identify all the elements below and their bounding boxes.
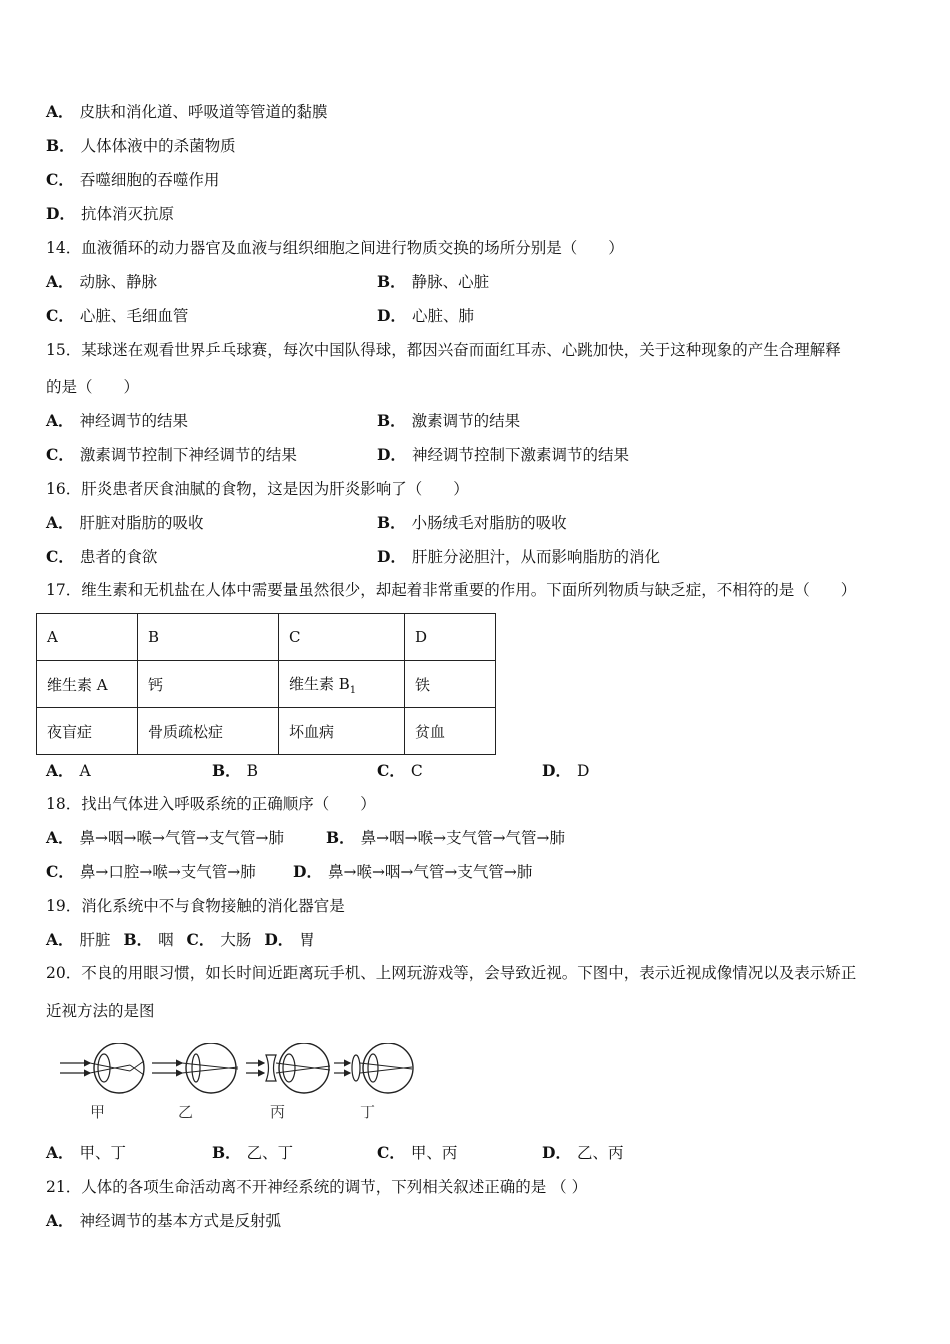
q15-stem-line1: 15．某球迷在观看世界乒乓球赛，每次中国队得球，都因兴奋而面红耳赤、心跳加快，关于这种现象的产生合理解释: [46, 341, 841, 359]
table-cell: 铁: [405, 661, 496, 708]
option-label: A．: [46, 1211, 74, 1230]
option-label: A．: [46, 761, 74, 780]
q16-option-a: [46, 513, 204, 533]
eye-figure-jia: [60, 1043, 144, 1093]
figure-label-bing: 丙: [270, 1103, 286, 1121]
q16-stem: 16．肝炎患者厌食油腻的食物，这是因为肝炎影响了（ ）: [46, 480, 469, 498]
option-text: 鼻→咽→喉→支气管→气管→肺: [360, 829, 566, 847]
option-label: D．: [293, 862, 322, 881]
q20-option-c: [377, 1143, 457, 1163]
option-label: C．: [46, 445, 74, 464]
q16-option-c: [46, 547, 157, 567]
q20-stem-line1: 20．不良的用眼习惯，如长时间近距离玩手机、上网玩游戏等，会导致近视。下图中，表示近视成像情况以及表示矫正: [46, 964, 857, 982]
option-text: 乙、丁: [246, 1144, 294, 1162]
option-text: 乙、丙: [576, 1144, 624, 1162]
option-label: A．: [46, 102, 74, 121]
option-text: 鼻→喉→咽→气管→支气管→肺: [327, 863, 533, 881]
q14-option-d: [377, 306, 474, 326]
option-label: D．: [46, 204, 75, 223]
option-label: D．: [542, 1143, 571, 1162]
option-label: B．: [377, 272, 406, 291]
table-cell: D: [405, 614, 496, 661]
q18-stem: 18．找出气体进入呼吸系统的正确顺序（ ）: [46, 795, 376, 813]
option-label: C．: [46, 547, 74, 566]
option-text: 甲、丙: [410, 1144, 458, 1162]
option-label: B．: [212, 1143, 241, 1162]
q13-option-d: [46, 204, 174, 224]
option-text: 鼻→口腔→喉→支气管→肺: [79, 863, 256, 881]
table-cell: C: [279, 614, 405, 661]
option-label: D．: [377, 547, 406, 566]
option-text: 心脏、毛细血管: [79, 307, 189, 325]
option-text: 鼻→咽→喉→气管→支气管→肺: [79, 829, 284, 847]
option-label: D．: [542, 761, 571, 780]
eye-figure-yi: [152, 1043, 238, 1093]
q16-option-d: [377, 547, 660, 567]
option-text: A: [79, 762, 91, 780]
subscript: 1: [349, 684, 357, 696]
option-label: C．: [186, 930, 215, 949]
option-text: 抗体消灭抗原: [80, 205, 174, 223]
option-label: B．: [377, 411, 406, 430]
option-label: D．: [264, 930, 294, 949]
option-label: C．: [377, 1143, 405, 1162]
option-text: 胃: [299, 931, 315, 949]
option-text: 动脉、静脉: [79, 273, 158, 291]
option-label: B．: [46, 136, 75, 155]
option-label: B．: [123, 930, 153, 949]
table-cell: [279, 661, 405, 708]
q14-stem: 14．血液循环的动力器官及血液与组织细胞之间进行物质交换的场所分别是（ ）: [46, 239, 624, 257]
figure-label-ding: 丁: [360, 1103, 376, 1121]
option-text: 患者的食欲: [79, 548, 158, 566]
option-text: B: [246, 762, 258, 780]
option-text: 肝脏对脂肪的吸收: [79, 514, 204, 532]
option-label: C．: [377, 761, 405, 780]
option-text: 大肠: [220, 931, 252, 949]
option-text: 激素调节控制下神经调节的结果: [79, 446, 297, 464]
q17-option-d: [542, 761, 589, 781]
q18-option-b: [326, 828, 565, 848]
option-text: 甲、丁: [79, 1144, 127, 1162]
eye-diagram: [56, 1043, 426, 1097]
option-label: C．: [46, 306, 74, 325]
table-row: [37, 708, 496, 755]
table-cell: 贫血: [405, 708, 496, 755]
table-cell: 钙: [138, 661, 279, 708]
option-text: 神经调节的结果: [79, 412, 189, 430]
q15-option-a: [46, 411, 188, 431]
table-cell: B: [138, 614, 279, 661]
eye-figure-ding: [334, 1043, 413, 1093]
option-label: A．: [46, 513, 74, 532]
option-label: A．: [46, 1143, 74, 1162]
option-text: 神经调节控制下激素调节的结果: [411, 446, 629, 464]
option-label: D．: [377, 445, 406, 464]
option-label: B．: [377, 513, 406, 532]
option-text: 咽: [158, 931, 174, 949]
q20-option-b: [212, 1143, 293, 1163]
q14-option-b: [377, 272, 489, 292]
q16-option-b: [377, 513, 567, 533]
option-text: 神经调节的基本方式是反射弧: [79, 1212, 282, 1230]
q17-table: [36, 613, 496, 755]
option-label: A．: [46, 930, 74, 949]
q14-option-a: [46, 272, 157, 292]
q20-option-a: [46, 1143, 126, 1163]
q17-option-b: [212, 761, 258, 781]
eye-figure-bing: [246, 1043, 330, 1093]
option-text: 人体体液中的杀菌物质: [80, 137, 236, 155]
table-cell: 维生素 A: [37, 661, 138, 708]
q17-stem: 17．维生素和无机盐在人体中需要量虽然很少，却起着非常重要的作用。下面所列物质与缺乏症，不相符的是（ ）: [46, 581, 857, 599]
option-text: D: [576, 762, 590, 780]
option-text: 吞噬细胞的吞噬作用: [79, 171, 220, 189]
q15-option-d: [377, 445, 629, 465]
option-label: A．: [46, 411, 74, 430]
q18-option-c: [46, 862, 256, 882]
q19-stem: 19．消化系统中不与食物接触的消化器官是: [46, 897, 345, 915]
q15-option-b: [377, 411, 520, 431]
option-label: A．: [46, 828, 74, 847]
option-label: C．: [46, 862, 74, 881]
option-text: 心脏、肺: [411, 307, 474, 325]
table-row: [37, 661, 496, 708]
q13-option-b: [46, 136, 236, 156]
option-label: B．: [212, 761, 241, 780]
option-text: 静脉、心脏: [411, 273, 490, 291]
table-cell: 骨质疏松症: [138, 708, 279, 755]
table-cell: A: [37, 614, 138, 661]
option-label: B．: [326, 828, 355, 847]
q17-option-c: [377, 761, 423, 781]
q18-option-a: [46, 828, 284, 848]
table-cell: 夜盲症: [37, 708, 138, 755]
q20-option-d: [542, 1143, 623, 1163]
option-label: C．: [46, 170, 74, 189]
q17-option-a: [46, 761, 91, 781]
cell-text: 维生素 B: [289, 674, 350, 693]
option-text: C: [410, 762, 423, 780]
option-text: 肝脏: [79, 931, 111, 949]
q21-option-a: [46, 1211, 281, 1231]
option-text: 小肠绒毛对脂肪的吸收: [411, 514, 567, 532]
option-label: D．: [377, 306, 406, 325]
option-text: 皮肤和消化道、呼吸道等管道的黏膜: [79, 103, 328, 121]
option-text: 肝脏分泌胆汁，从而影响脂肪的消化: [411, 548, 660, 566]
q13-option-c: [46, 170, 219, 190]
q18-option-d: [293, 862, 532, 882]
q20-stem-line2: 近视方法的是图: [46, 1002, 155, 1020]
q21-stem: 21．人体的各项生命活动离不开神经系统的调节，下列相关叙述正确的是 （ ）: [46, 1178, 588, 1196]
figure-label-yi: 乙: [178, 1103, 194, 1121]
option-text: 激素调节的结果: [411, 412, 521, 430]
figure-label-jia: 甲: [90, 1103, 106, 1121]
table-row: [37, 614, 496, 661]
option-label: A．: [46, 272, 74, 291]
q19-options: [46, 930, 315, 950]
q14-option-c: [46, 306, 188, 326]
table-cell: 坏血病: [279, 708, 405, 755]
q15-stem-line2: 的是（ ）: [46, 378, 140, 396]
q13-option-a: [46, 102, 328, 122]
q15-option-c: [46, 445, 297, 465]
